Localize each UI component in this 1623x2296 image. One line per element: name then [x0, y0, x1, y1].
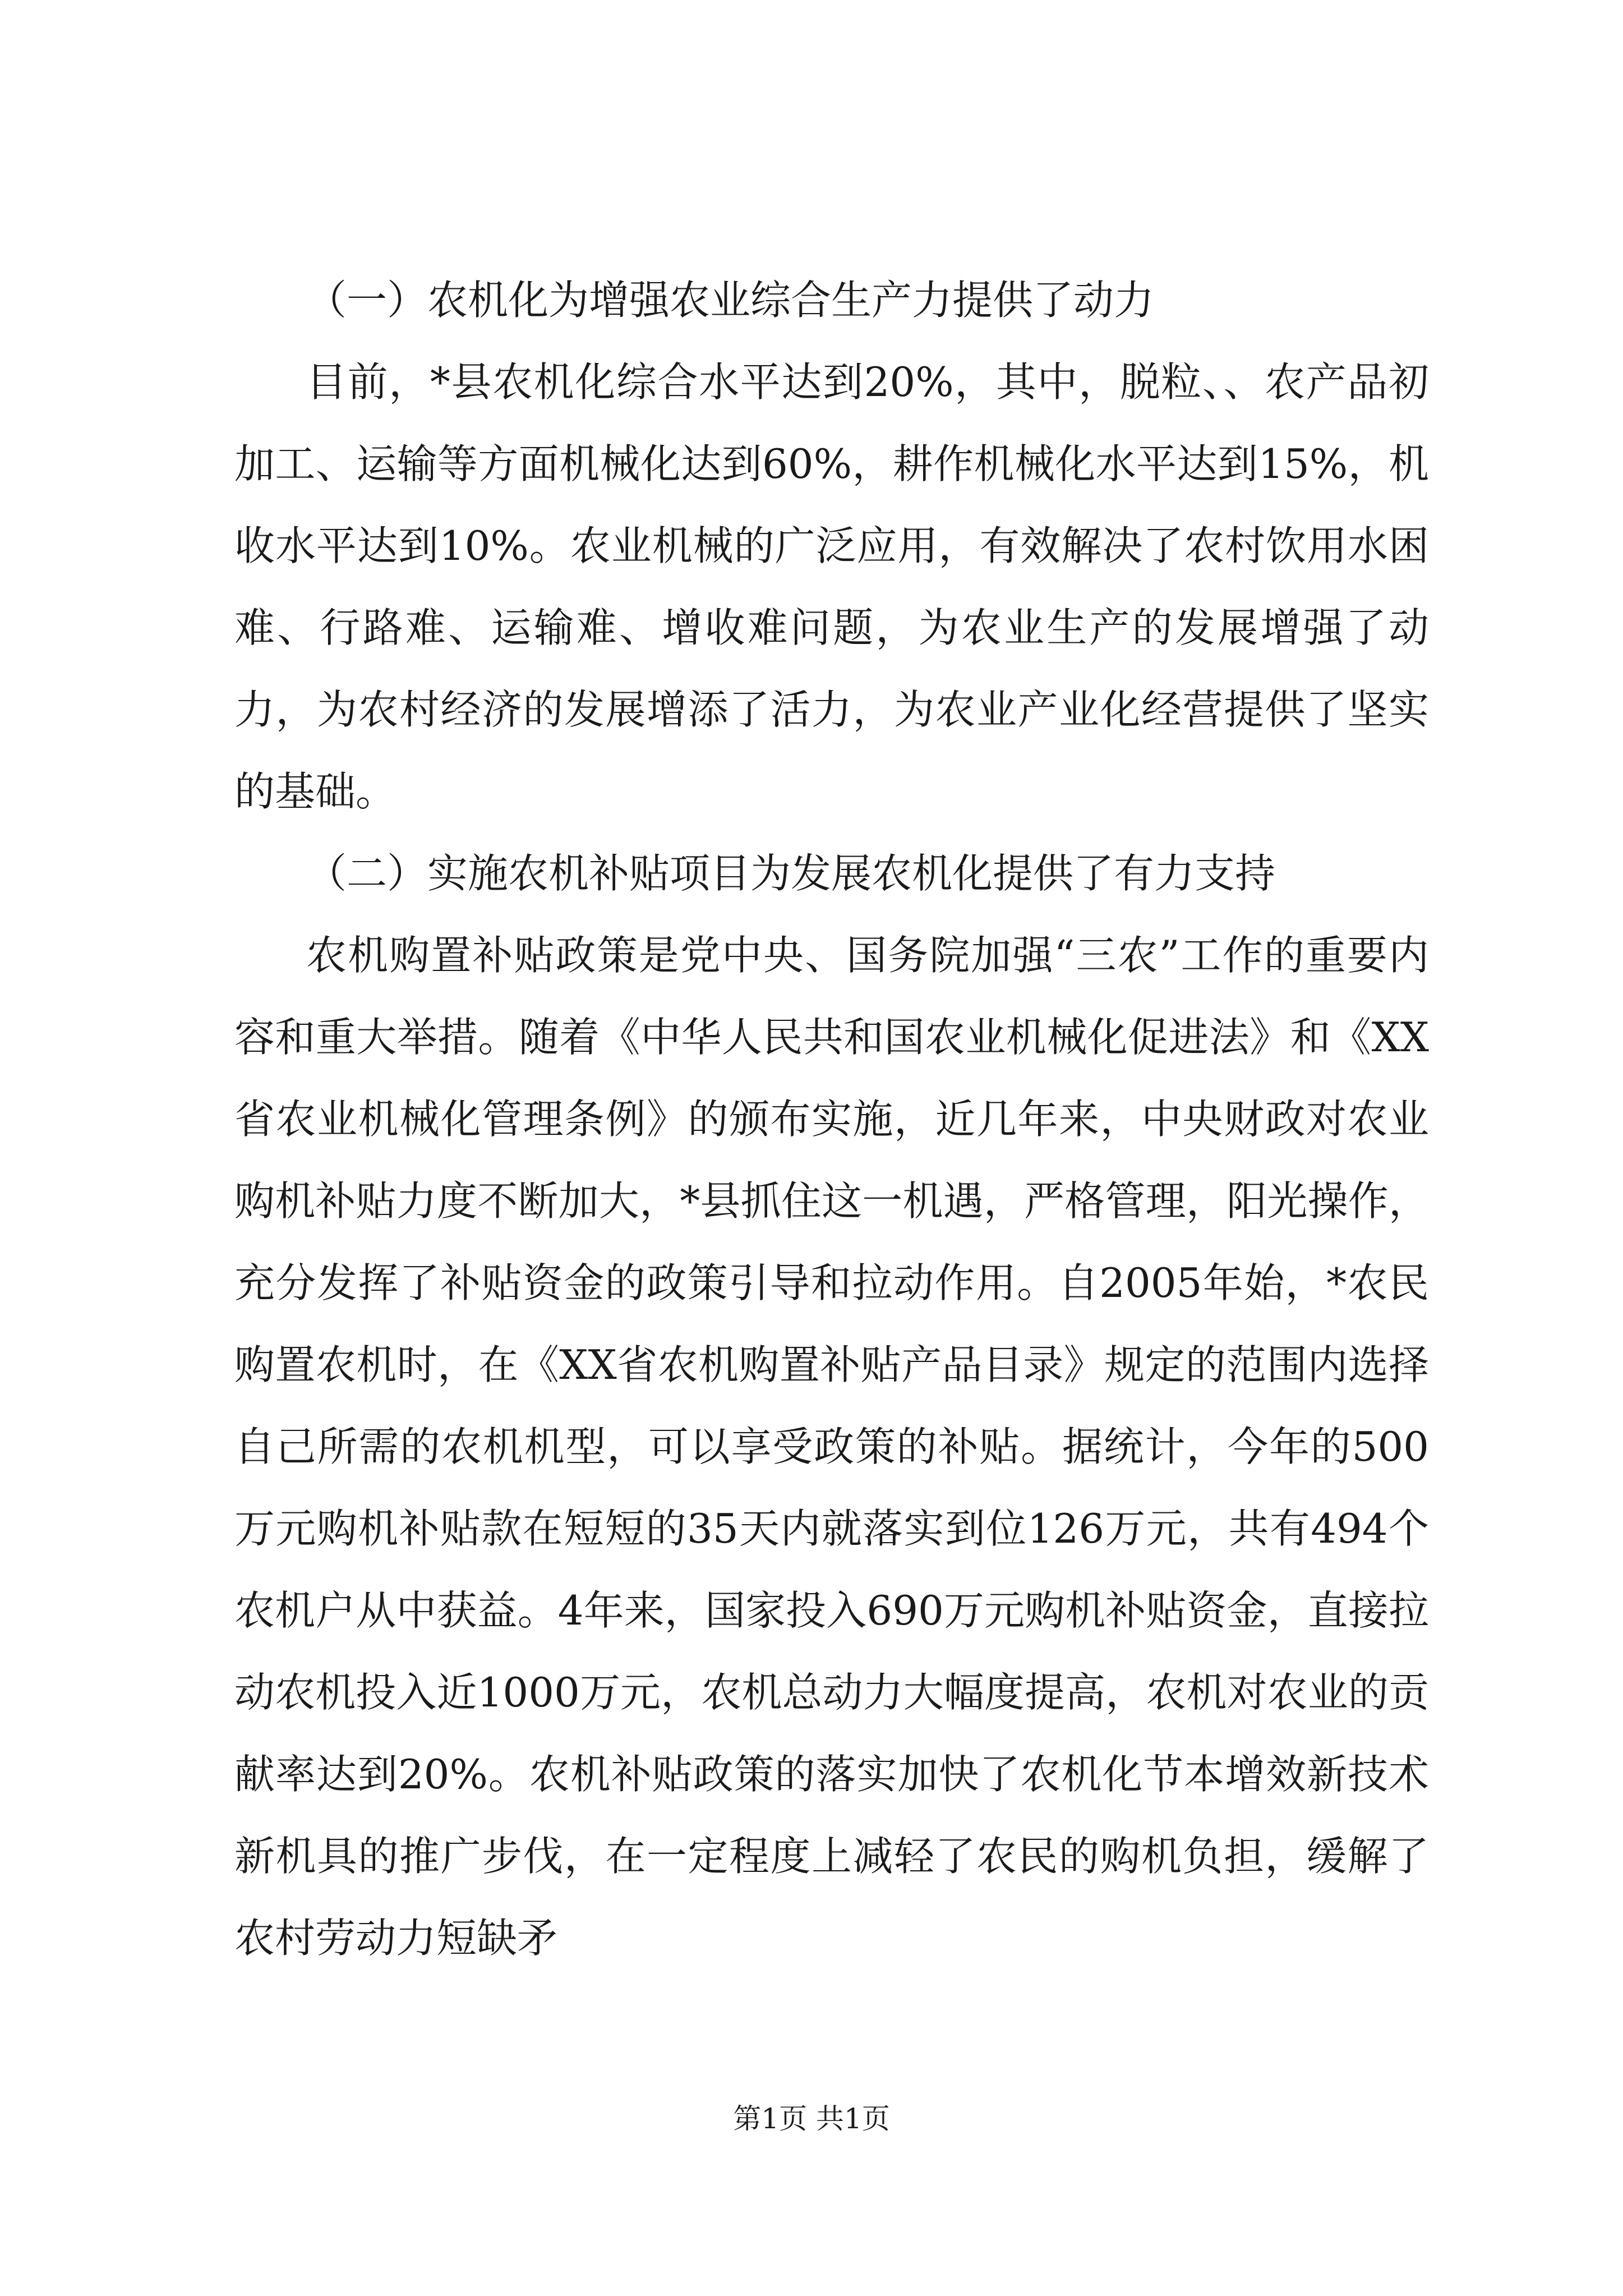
section-2-heading: （二）实施农机补贴项目为发展农机化提供了有力支持 — [306, 850, 1276, 897]
section-2-paragraph: 农机购置补贴政策是党中央、国务院加强“三农”工作的重要内容和重大举措。随着《中华人民共和国农业机械化促进法》和《XX省农业机械化管理条例》的颁布实施，近几年来，中央财政对农业购机补贴力度不断加大，*县抓住这一机遇，严格管理，阳光操作，充分发挥了补贴资金的政策引导和拉动作用。自2005年始，*农民购置农机时，在《XX省农机购置补贴产品目录》规定的范围内选择自己所需的农机机型，可以享受政策的补贴。据统计，今年的500万元购机补贴款在短短的35天内就落实到位126万元，共有494个农机户从中获益。4年来，国家投入690万元购机补贴资金，直接拉动农机投入近1000万元，农机总动力大幅度提高，农机对农业的贡献率达到20%。农机补贴政策的落实加快了农机化节本增效新技术新机具的推广步伐，在一定程度上减轻了农民的购机负担，缓解了农村劳动力短缺矛 — [234, 932, 1429, 1962]
page-footer: 第1页 共1页 — [733, 2102, 890, 2135]
section-1-heading: （一）农机化为增强农业综合生产力提供了动力 — [306, 277, 1155, 324]
document-body — [234, 259, 1429, 1979]
section-1-paragraph: 目前，*县农机化综合水平达到20%，其中，脱粒、、农产品初加工、运输等方面机械化达到60%，耕作机械化水平达到15%，机收水平达到10%。农业机械的广泛应用，有效解决了农村饮用水困难、行路难、运输难、增收难问题，为农业生产的发展增强了动力，为农村经济的发展增添了活力，为农业产业化经营提供了坚实的基础。 — [234, 358, 1429, 815]
